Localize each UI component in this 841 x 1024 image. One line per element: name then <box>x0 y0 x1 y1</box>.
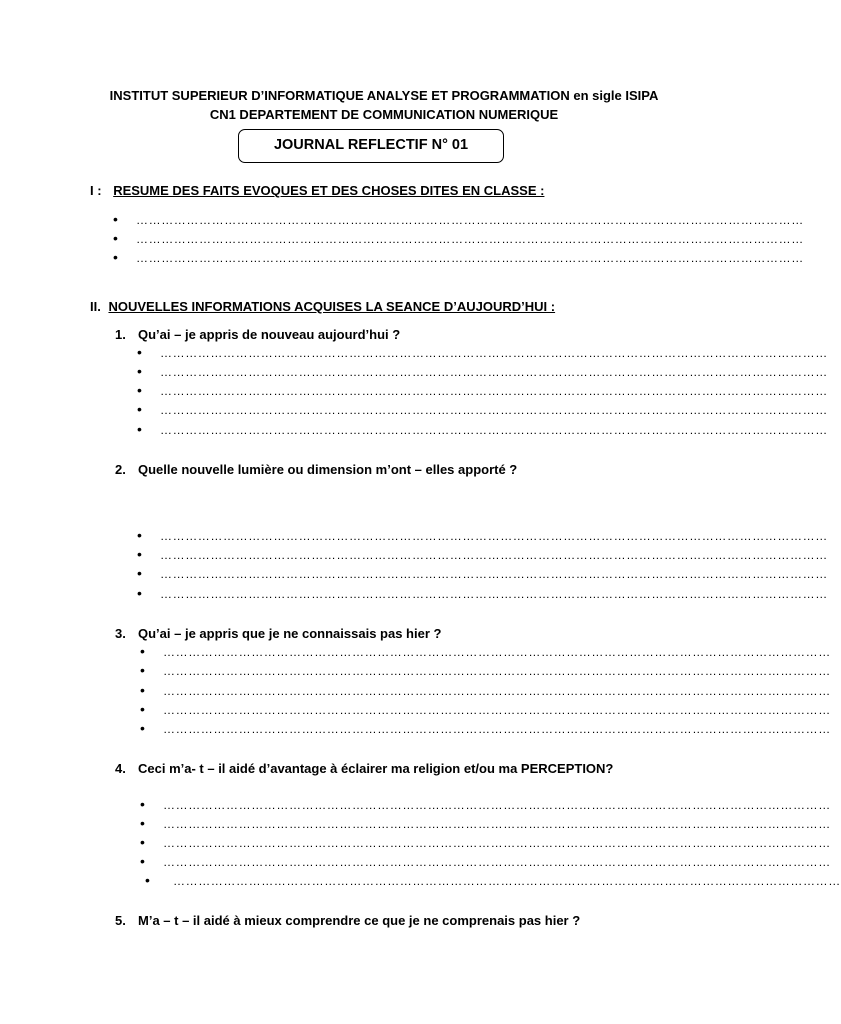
question-4 <box>115 761 613 776</box>
question-number: 1. <box>115 327 126 342</box>
section-2-heading <box>90 299 555 314</box>
section-2-title: NOUVELLES INFORMATIONS ACQUISES LA SEANCE D’AUJOURD’HUI : <box>108 299 556 314</box>
bullet-icon: • <box>140 662 145 678</box>
answer-line[interactable] <box>137 344 828 365</box>
bullet-icon: • <box>137 363 142 379</box>
question-number: 5. <box>115 913 126 928</box>
bullet-icon: • <box>140 643 145 659</box>
bullet-icon: • <box>137 565 142 581</box>
dotted-line: …………………………………………………………………………………………………………………………………………… <box>160 567 828 581</box>
answer-line[interactable] <box>137 546 828 567</box>
answer-line[interactable] <box>137 363 828 384</box>
dotted-line: …………………………………………………………………………………………………………………………………………… <box>136 251 804 265</box>
section-2-number: II. <box>90 299 101 314</box>
journal-title-box <box>238 129 504 163</box>
dotted-line: …………………………………………………………………………………………………………………………………………… <box>160 403 828 417</box>
answer-line[interactable] <box>113 249 804 270</box>
answer-line[interactable] <box>137 527 828 548</box>
question-text: M’a – t – il aidé à mieux comprendre ce que je ne comprenais pas hier ? <box>138 913 581 928</box>
bullet-icon: • <box>140 796 145 812</box>
department-name: CN1 DEPARTEMENT DE COMMUNICATION NUMERIQUE <box>209 107 559 122</box>
bullet-icon: • <box>137 527 142 543</box>
bullet-icon: • <box>137 546 142 562</box>
institute-name: INSTITUT SUPERIEUR D’INFORMATIQUE ANALYSE ET PROGRAMMATION en sigle ISIPA <box>109 88 659 103</box>
answer-line[interactable] <box>113 211 804 232</box>
dotted-line: …………………………………………………………………………………………………………………………………………… <box>160 384 828 398</box>
journal-title: JOURNAL REFLECTIF N° 01 <box>273 137 469 153</box>
answer-line[interactable] <box>137 401 828 422</box>
answer-line[interactable] <box>140 720 831 741</box>
dotted-line: …………………………………………………………………………………………………………………………………………… <box>163 684 831 698</box>
dotted-line: …………………………………………………………………………………………………………………………………………… <box>136 232 804 246</box>
dotted-line: …………………………………………………………………………………………………………………………………………… <box>173 874 841 888</box>
bullet-icon: • <box>113 249 118 265</box>
answer-line[interactable] <box>137 421 828 442</box>
bullet-icon: • <box>137 344 142 360</box>
question-text: Quelle nouvelle lumière ou dimension m’ont – elles apporté ? <box>138 462 518 477</box>
question-text: Qu’ai – je appris de nouveau aujourd’hui ? <box>138 327 401 342</box>
bullet-icon: • <box>140 682 145 698</box>
bullet-icon: • <box>137 421 142 437</box>
question-number: 3. <box>115 626 126 641</box>
dotted-line: …………………………………………………………………………………………………………………………………………… <box>163 703 831 717</box>
bullet-icon: • <box>140 720 145 736</box>
bullet-icon: • <box>137 585 142 601</box>
dotted-line: …………………………………………………………………………………………………………………………………………… <box>136 213 804 227</box>
bullet-icon: • <box>137 382 142 398</box>
question-text: Ceci m’a- t – il aidé d’avantage à éclairer ma religion et/ou ma PERCEPTION? <box>138 761 614 776</box>
bullet-icon: • <box>140 815 145 831</box>
bullet-icon: • <box>113 211 118 227</box>
answer-line[interactable] <box>137 565 828 586</box>
answer-line[interactable] <box>140 796 831 817</box>
section-1-heading <box>90 183 544 198</box>
dotted-line: …………………………………………………………………………………………………………………………………………… <box>163 836 831 850</box>
dotted-line: …………………………………………………………………………………………………………………………………………… <box>160 365 828 379</box>
question-2 <box>115 462 517 477</box>
answer-line[interactable] <box>140 815 831 836</box>
answer-line[interactable] <box>140 834 831 855</box>
dotted-line: …………………………………………………………………………………………………………………………………………… <box>160 346 828 360</box>
dotted-line: …………………………………………………………………………………………………………………………………………… <box>163 645 831 659</box>
dotted-line: …………………………………………………………………………………………………………………………………………… <box>163 855 831 869</box>
dotted-line: …………………………………………………………………………………………………………………………………………… <box>160 423 828 437</box>
question-1 <box>115 327 400 342</box>
answer-line[interactable] <box>140 662 831 683</box>
bullet-icon: • <box>140 853 145 869</box>
dotted-line: …………………………………………………………………………………………………………………………………………… <box>163 722 831 736</box>
answer-line[interactable] <box>140 701 831 722</box>
dotted-line: …………………………………………………………………………………………………………………………………………… <box>163 798 831 812</box>
answer-line[interactable] <box>113 230 804 251</box>
bullet-icon: • <box>140 701 145 717</box>
bullet-icon: • <box>113 230 118 246</box>
dotted-line: …………………………………………………………………………………………………………………………………………… <box>163 664 831 678</box>
dotted-line: …………………………………………………………………………………………………………………………………………… <box>163 817 831 831</box>
answer-line[interactable] <box>140 682 831 703</box>
dotted-line: …………………………………………………………………………………………………………………………………………… <box>160 548 828 562</box>
bullet-icon: • <box>140 834 145 850</box>
bullet-icon: • <box>137 401 142 417</box>
question-number: 2. <box>115 462 126 477</box>
dotted-line: …………………………………………………………………………………………………………………………………………… <box>160 529 828 543</box>
section-1-number: I : <box>90 183 102 198</box>
question-5 <box>115 913 580 928</box>
question-text: Qu’ai – je appris que je ne connaissais pas hier ? <box>138 626 442 641</box>
answer-line[interactable] <box>140 643 831 664</box>
section-1-title: RESUME DES FAITS EVOQUES ET DES CHOSES DITES EN CLASSE : <box>113 183 545 198</box>
answer-line[interactable] <box>145 872 841 893</box>
question-number: 4. <box>115 761 126 776</box>
question-3 <box>115 626 441 641</box>
bullet-icon: • <box>145 872 150 888</box>
answer-line[interactable] <box>137 382 828 403</box>
answer-line[interactable] <box>140 853 831 874</box>
dotted-line: …………………………………………………………………………………………………………………………………………… <box>160 587 828 601</box>
answer-line[interactable] <box>137 585 828 606</box>
